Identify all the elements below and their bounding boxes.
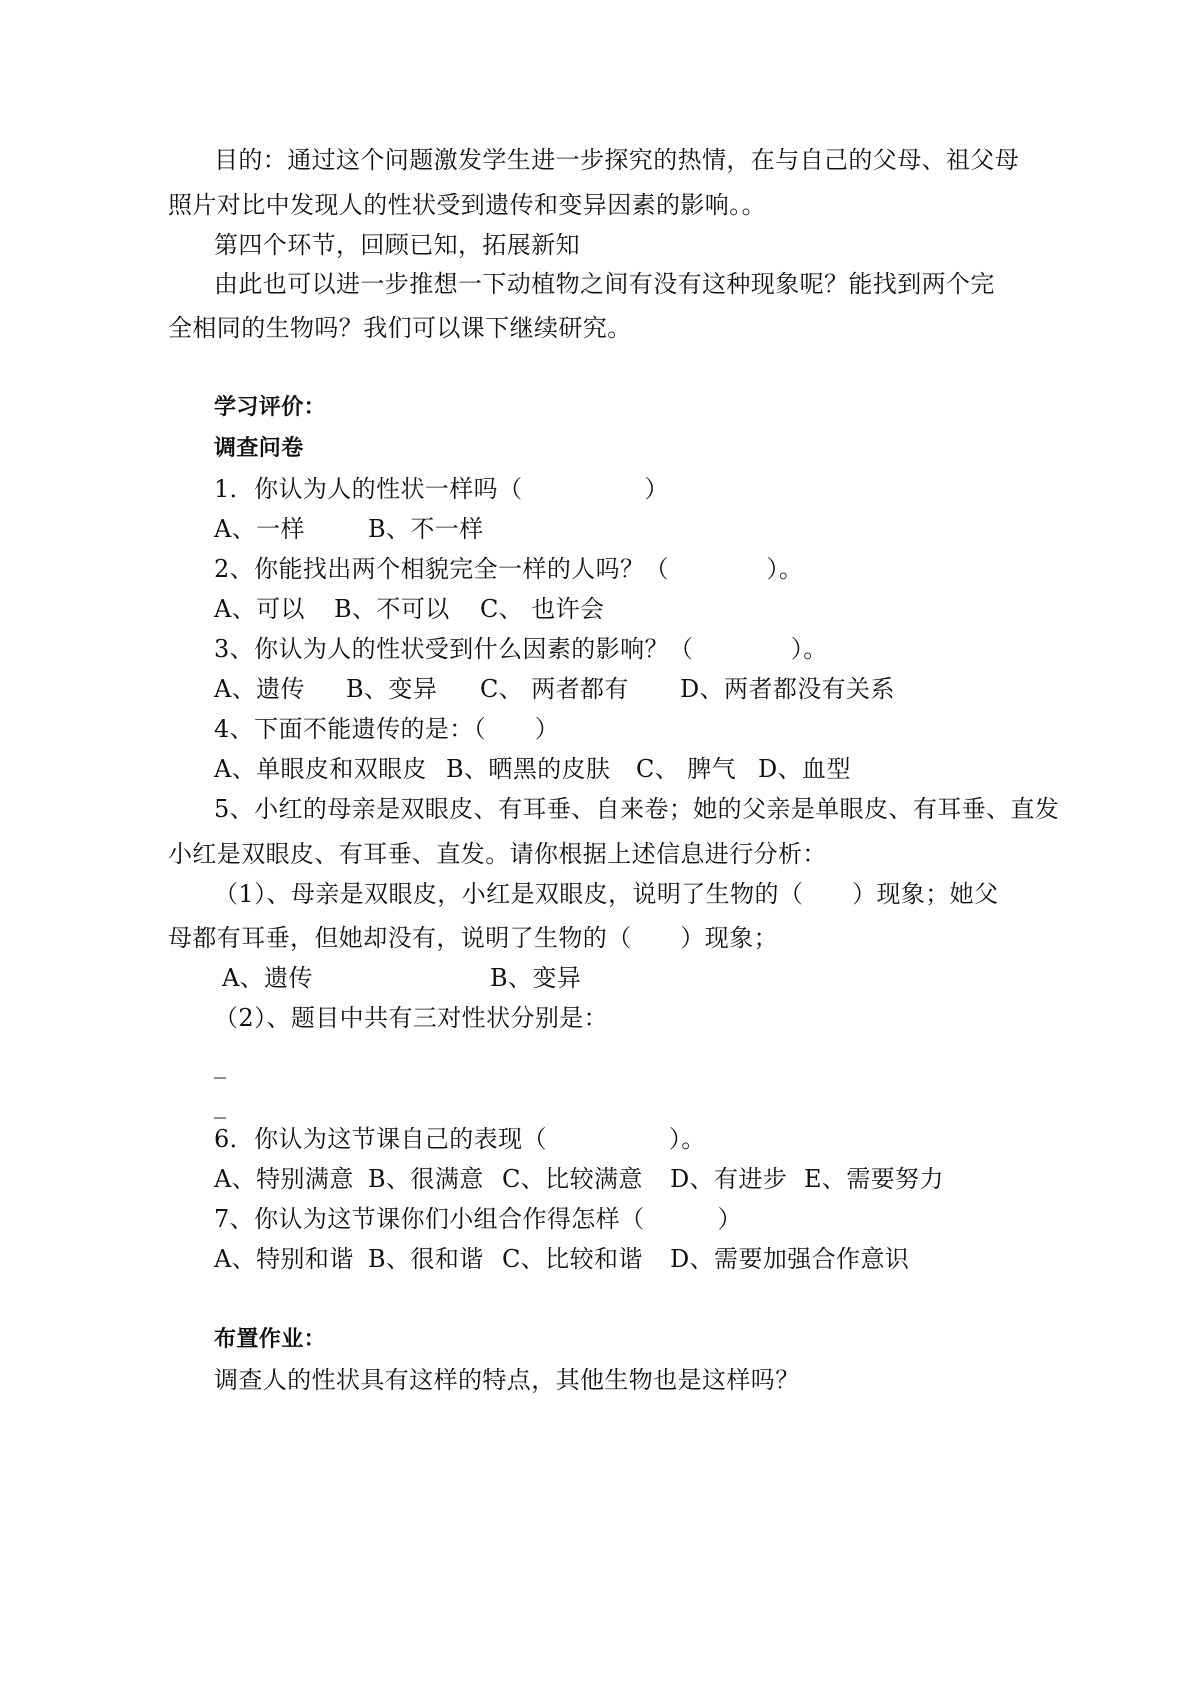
answer-blank-1: _ <box>214 1051 227 1079</box>
question-1-options <box>214 513 484 545</box>
purpose-line-2: 照片对比中发现人的性状受到遗传和变异因素的影响。。 <box>168 191 766 219</box>
extend-line-2: 全相同的生物吗？我们可以课下继续研究。 <box>168 314 632 342</box>
question-4: 4、下面不能遗传的是：（ ） <box>214 715 560 743</box>
q3-option-d: D、两者都没有关系 <box>680 675 895 703</box>
step-four-text: 第四个环节，回顾已知，拓展新知 <box>214 231 580 259</box>
q6-option-d: D、有进步 <box>670 1165 788 1193</box>
question-5-line-1: 5、小红的母亲是双眼皮、有耳垂、自来卷；她的父亲是单眼皮、有耳垂、直发 <box>214 795 1060 823</box>
q5-option-a: A、遗传 <box>222 964 313 992</box>
q5-option-b: B、变异 <box>490 964 582 992</box>
question-6-options <box>214 1163 944 1195</box>
question-5-sub-2: （2）、题目中共有三对性状分别是： <box>214 1004 609 1032</box>
survey-heading: 调查问卷 <box>214 436 304 461</box>
question-3: 3、你认为人的性状受到什么因素的影响？（ ）。 <box>214 635 828 663</box>
extend-line-1: 由此也可以进一步推想一下动植物之间有没有这种现象呢？能找到两个完 <box>214 270 995 298</box>
q1-option-b: B、不一样 <box>368 515 484 543</box>
answer-blank-2: _ <box>214 1091 227 1119</box>
q3-option-c: C、 两者都有 <box>480 675 629 703</box>
question-7-options <box>214 1243 909 1275</box>
q3-option-a: A、遗传 <box>214 675 305 703</box>
question-6: 6．你认为这节课自己的表现（ ）。 <box>214 1125 706 1153</box>
homework-text: 调查人的性状具有这样的特点，其他生物也是这样吗？ <box>214 1366 800 1394</box>
q6-option-b: B、很满意 <box>368 1165 484 1193</box>
q6-option-a: A、特别满意 <box>214 1165 354 1193</box>
q2-option-a: A、可以 <box>214 595 305 623</box>
question-3-options <box>214 673 895 705</box>
q1-option-a: A、一样 <box>214 515 305 543</box>
question-5-sub-1-line-2: 母都有耳垂，但她却没有，说明了生物的（ ）现象； <box>168 924 778 952</box>
question-5-line-2: 小红是双眼皮、有耳垂、直发。请你根据上述信息进行分析： <box>168 840 827 868</box>
question-5-sub-1-options <box>222 962 581 994</box>
q6-option-e: E、需要努力 <box>804 1165 944 1193</box>
q6-option-c: C、比较满意 <box>502 1165 643 1193</box>
q2-option-b: B、不可以 <box>334 595 450 623</box>
homework-heading: 布置作业： <box>214 1327 327 1352</box>
question-5-sub-1-line-1: （1）、母亲是双眼皮，小红是双眼皮，说明了生物的（ ）现象；她父 <box>214 880 999 908</box>
q4-option-b: B、晒黑的皮肤 <box>446 755 611 783</box>
q4-option-a: A、单眼皮和双眼皮 <box>214 755 427 783</box>
q2-option-c: C、 也许会 <box>480 595 605 623</box>
q7-option-d: D、需要加强合作意识 <box>670 1245 910 1273</box>
question-2: 2、你能找出两个相貌完全一样的人吗？（ ）。 <box>214 555 804 583</box>
question-4-options <box>214 753 851 785</box>
purpose-line-1: 目的：通过这个问题激发学生进一步探究的热情，在与自己的父母、祖父母 <box>214 146 1020 174</box>
evaluation-heading: 学习评价： <box>214 395 327 420</box>
question-1: 1．你认为人的性状一样吗（ ） <box>214 475 669 503</box>
q4-option-d: D、血型 <box>758 755 851 783</box>
question-2-options <box>214 593 604 625</box>
q7-option-b: B、很和谐 <box>368 1245 484 1273</box>
q4-option-c: C、 脾气 <box>636 755 736 783</box>
q7-option-c: C、比较和谐 <box>502 1245 643 1273</box>
question-7: 7、你认为这节课你们小组合作得怎样（ ） <box>214 1205 743 1233</box>
q3-option-b: B、变异 <box>346 675 438 703</box>
q7-option-a: A、特别和谐 <box>214 1245 354 1273</box>
